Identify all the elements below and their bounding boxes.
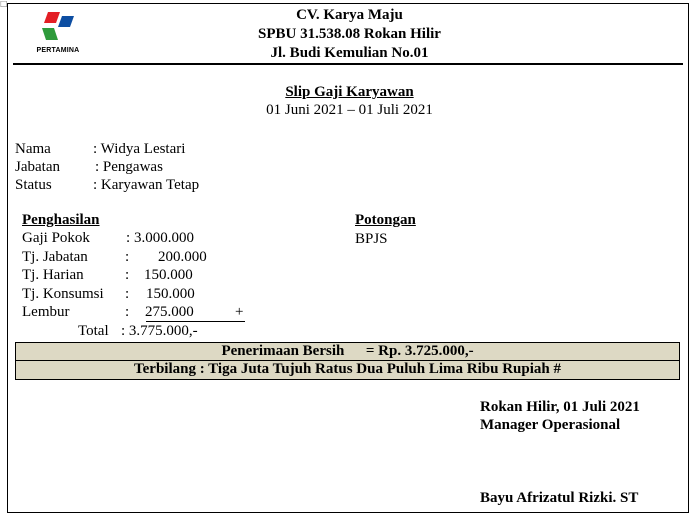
net-pay-value: = Rp. 3.725.000,- bbox=[365, 343, 474, 359]
total-label: Total bbox=[78, 322, 109, 339]
plus-sign: + bbox=[235, 304, 244, 320]
status-label: Status bbox=[15, 177, 52, 193]
earning-label: Lembur bbox=[22, 304, 70, 320]
position-value: : Pengawas bbox=[95, 159, 163, 175]
earning-amount: 275.000 bbox=[145, 304, 194, 320]
earning-label: Tj. Konsumsi bbox=[22, 285, 104, 302]
company-address: Jl. Budi Kemulian No.01 bbox=[270, 45, 429, 61]
earning-colon: : bbox=[125, 285, 130, 302]
total-value: : 3.775.000,- bbox=[121, 322, 198, 339]
earning-amount: 200.000 bbox=[158, 248, 207, 265]
sign-place-date: Rokan Hilir, 01 Juli 2021 bbox=[480, 399, 640, 415]
earning-amount: 3.000.000 bbox=[134, 230, 194, 246]
logo-text: PERTAMINA bbox=[36, 47, 80, 54]
slip-frame bbox=[7, 3, 689, 513]
deductions-title: Potongan bbox=[355, 212, 416, 228]
slip-title: Slip Gaji Karyawan bbox=[285, 84, 414, 100]
company-name: CV. Karya Maju bbox=[296, 7, 403, 23]
sign-name: Bayu Afrizatul Rizki. ST bbox=[480, 490, 639, 506]
company-header bbox=[0, 6, 699, 63]
position-label: Jabatan bbox=[15, 159, 60, 175]
header-divider bbox=[13, 63, 683, 65]
net-pay-band bbox=[15, 342, 680, 362]
earning-colon: : bbox=[125, 248, 130, 265]
slip-period: 01 Juni 2021 – 01 Juli 2021 bbox=[266, 102, 433, 118]
name-label: Nama bbox=[15, 141, 51, 157]
name-value: : Widya Lestari bbox=[93, 141, 186, 157]
earning-label: Tj. Harian bbox=[22, 267, 84, 283]
sign-title: Manager Operasional bbox=[480, 417, 621, 433]
earning-label: Gaji Pokok bbox=[22, 230, 90, 246]
earning-colon: : bbox=[126, 230, 131, 246]
net-pay-label: Penerimaan Bersih bbox=[221, 343, 345, 359]
station-name: SPBU 31.538.08 Rokan Hilir bbox=[258, 26, 441, 42]
corner-mark: □ bbox=[0, 0, 8, 8]
deduction-item: BPJS bbox=[355, 231, 388, 247]
earning-colon: : bbox=[125, 304, 130, 320]
earning-amount: 150.000 bbox=[146, 285, 195, 302]
earning-colon: : bbox=[125, 267, 130, 283]
status-value: : Karyawan Tetap bbox=[93, 177, 200, 193]
amount-in-words: Terbilang : Tiga Juta Tujuh Ratus Dua Puluh Lima Ribu Rupiah # bbox=[134, 361, 561, 377]
amount-in-words-band bbox=[15, 360, 680, 380]
earning-label: Tj. Jabatan bbox=[22, 248, 88, 265]
earnings-title: Penghasilan bbox=[22, 212, 100, 228]
earning-amount: 150.000 bbox=[144, 267, 193, 283]
